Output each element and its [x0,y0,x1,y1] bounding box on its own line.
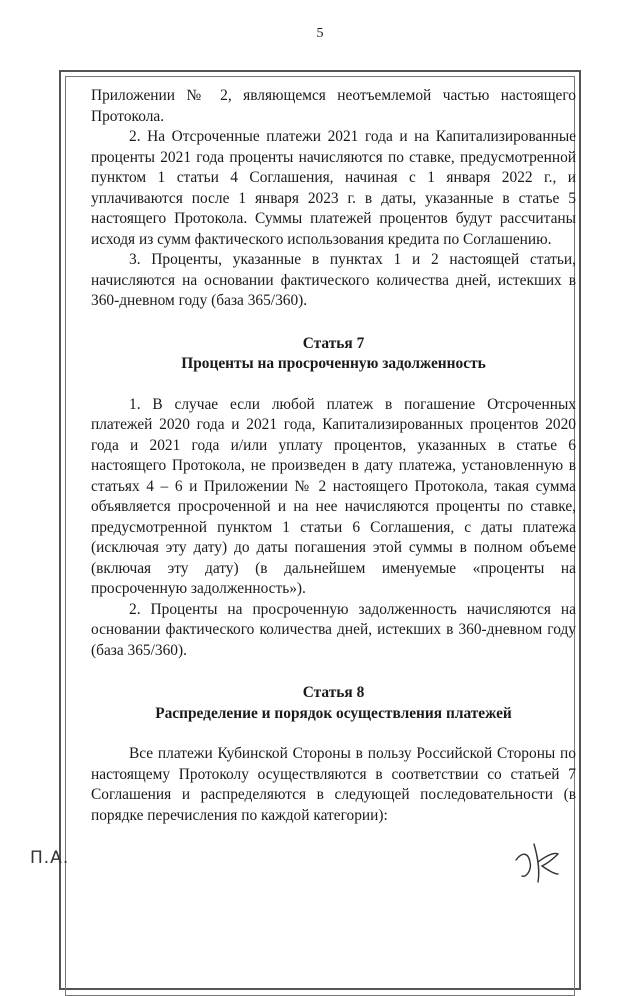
paragraph-6-3: 3. Проценты, указанные в пунктах 1 и 2 настоящей статьи, начисляются на основании фактического количества дней, истекших в 360-дневном году (база 365/360). [91,251,576,309]
paragraph-8-1: Все платежи Кубинской Стороны в пользу Российской Стороны по настоящему Протоколу осуществляются в соответствии со статьей 7 Соглашения и распределяются в следующей последовательности (в порядке перечисления по каждой категории): [91,745,576,824]
paragraph-7-1: 1. В случае если любой платеж в погашение Отсроченных платежей 2020 года и 2021 года, Капитализированных процентов 2020 года и 2021 года и/или уплату процентов, указанных в статье 6 настоящего Протокола, не произведен в дату платежа, установленную в статьях 4 – 6 и Приложении № 2 настоящего Протокола, такая сумма объявляется просроченной и на нее начисляются проценты по ставке, предусмотренной пунктом 1 статьи 6 Соглашения, с даты платежа (исключая эту дату) до даты погашения этой суммы в полном объеме (включая эту дату) (в дальнейшем именуемые «проценты на просроченную задолженность»). [91,395,576,597]
article-8-title: Распределение и порядок осуществления платежей [155,704,512,722]
page-number: 5 [316,26,324,41]
margin-initials: П.А. [30,848,70,868]
article-8-number: Статья 8 [302,684,365,701]
article-7-title: Проценты на просроченную задолженность [181,355,486,372]
paragraph-continuation: Приложении № 2, являющемся неотъемлемой частью настоящего Протокола. [91,87,576,125]
document-body [91,86,576,826]
signature-mark [508,838,568,888]
paragraph-6-2: 2. На Отсроченные платежи 2021 года и на Капитализированные проценты 2021 года проценты начисляются по ставке, предусмотренной пунктом 1 статьи 4 Соглашения, начиная с 1 января 2022 г., и уплачиваются после 1 января 2023 г. в даты, указанные в статье 5 настоящего Протокола. Суммы платежей процентов будут рассчитаны исходя из сумм фактического использования кредита по Соглашению. [91,128,576,248]
article-7-number: Статья 7 [302,334,365,352]
paragraph-7-2: 2. Проценты на просроченную задолженность начисляются на основании фактического количества дней, истекших в 360-дневном году (база 365/360). [91,600,576,659]
